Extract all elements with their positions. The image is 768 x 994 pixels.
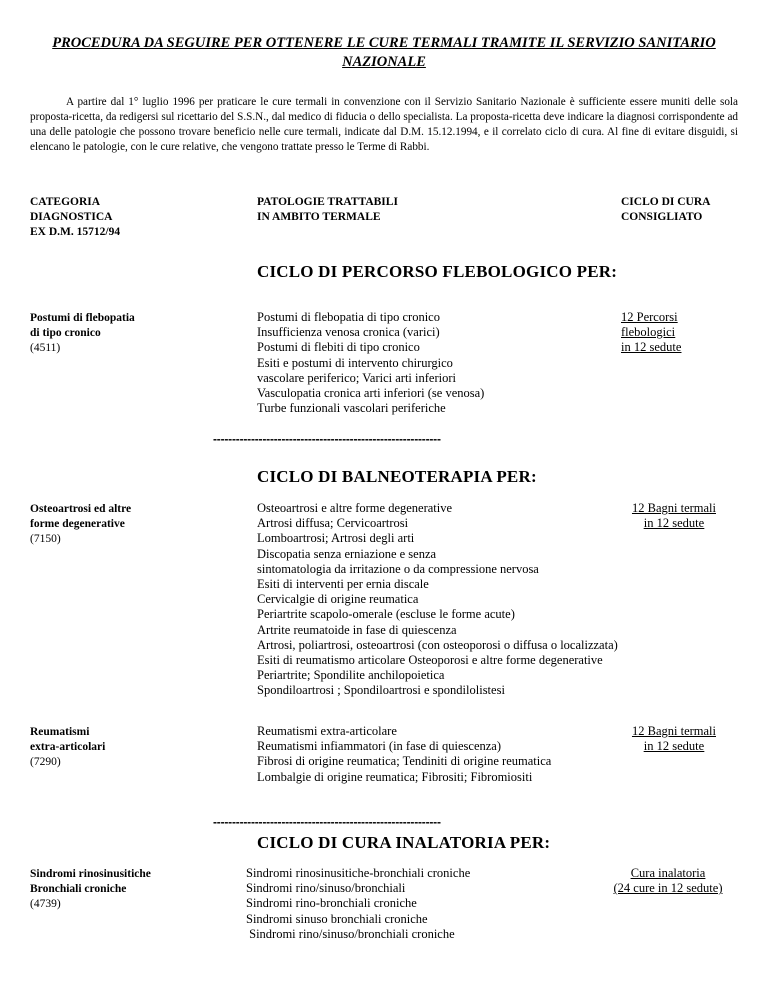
pathology-item: Sindromi rinosinusitiche-bronchiali croniche [246,866,471,880]
header-pathologies-line: IN AMBITO TERMALE [257,211,381,223]
pathology-item: Turbe funzionali vascolari periferiche [257,401,446,416]
pathology-item: Lomboartrosi; Artrosi degli arti [257,531,415,546]
pathology-item: Osteoartrosi e altre forme degenerative [257,501,453,515]
category-name: Postumi di flebopatia [30,312,135,324]
category-code: (7290) [30,756,61,768]
category-code: (4739) [30,898,61,910]
header-category-line: EX D.M. 15712/94 [30,226,121,238]
pathology-item: Spondiloartrosi ; Spondiloartrosi e spondilolistesi [257,683,505,698]
pathology-item: Sindromi sinuso bronchiali croniche [246,911,428,926]
category-code: (4511) [30,342,61,354]
page-title: PROCEDURA DA SEGUIRE PER OTTENERE LE CURE TERMALI TRAMITE IL SERVIZIO SANITARIO NAZIONALE [52,35,716,70]
pathology-item: Sindromi rino/sinuso/bronchiali [246,881,406,896]
category-name: Osteoartrosi ed altre [30,503,132,515]
section-title-balneoterapia: CICLO DI BALNEOTERAPIA PER: [257,467,537,486]
cycle-cell [621,310,681,356]
cycle-text: in 12 sedute [621,340,682,355]
pathology-item: Sindromi rino/sinuso/bronchiali croniche [246,926,455,941]
header-category-line: CATEGORIA [30,196,101,208]
pathology-item: Artrite reumatoide in fase di quiescenza [257,622,457,637]
category-code: (7150) [30,533,61,545]
pathology-item: Cervicalgie di origine reumatica [257,592,419,607]
pathology-item: Fibrosi di origine reumatica; Tendiniti di origine reumatica [257,754,552,769]
cycle-text: 12 Percorsi [621,310,678,324]
category-name: di tipo cronico [30,327,101,339]
cycle-text: 12 Bagni termali [631,724,716,738]
category-cell [30,725,200,770]
pathology-item: Reumatismi infiammatori (in fase di quiescenza) [257,739,502,754]
section-separator: ------------------------------------------------------------ [213,815,441,829]
pathology-item: Esiti di interventi per ernia discale [257,577,429,592]
pathology-item: Discopatia senza erniazione e senza [257,546,437,561]
category-name: extra-articolari [30,741,106,753]
pathology-item: Lombalgie di origine reumatica; Fibrositi; Fibromiositi [257,769,533,784]
cycle-cell [596,866,740,896]
intro-paragraph: A partire dal 1° luglio 1996 per praticare le cure termali in convenzione con il Servizio Sanitario Nazionale è sufficiente essere muniti delle sola proposta-ricetta, da redigersi sul ricettario del S.S.N., dal medico di fiducia o dello specialista. La proposta-ricetta deve indicare la diagnosi corrispondente ad una delle patologie che possono trovare beneficio nelle cure termali, indicate dal D.M. 15.12.1994, e il correlato ciclo di cura. Al fine di evitare disguidi, si elencano le patologie, con le cure relative, che vengono trattate presso le Terme di Rabbi. [30,96,738,153]
pathology-item: Periartrite scapolo-omerale (escluse le forme acute) [257,607,515,622]
pathology-item: vascolare periferico; Varici arti inferiori [257,370,456,385]
header-cycle [621,195,710,225]
pathology-item: Esiti e postumi di intervento chirurgico [257,355,453,370]
category-name: Reumatismi [30,726,90,738]
category-cell [30,502,200,547]
category-name: Bronchiali croniche [30,883,127,895]
pathology-item: Artrosi, poliartrosi, osteoartrosi (con osteoporosi o diffusa o localizzata) [257,637,618,652]
category-cell [30,311,200,356]
pathology-item: Postumi di flebopatia di tipo cronico [257,310,440,324]
pathology-item: Sindromi rino-bronchiali croniche [246,896,417,911]
header-pathologies [257,195,398,225]
pathology-item: Insufficienza venosa cronica (varici) [257,325,440,340]
cycle-cell [612,501,736,531]
section-title-flebologico: CICLO DI PERCORSO FLEBOLOGICO PER: [257,262,618,281]
pathology-item: Esiti di reumatismo articolare Osteoporosi e altre forme degenerative [257,653,603,668]
pathology-item: sintomatologia da irritazione o da compressione nervosa [257,561,539,576]
section-separator: ------------------------------------------------------------ [213,432,441,446]
pathologies-list [257,310,677,416]
category-cell [30,867,200,912]
category-name: forme degenerative [30,518,125,530]
header-category-line: DIAGNOSTICA [30,211,113,223]
header-cycle-line: CICLO DI CURA [621,196,711,208]
pathology-item: Reumatismi extra-articolare [257,724,397,738]
header-cycle-line: CONSIGLIATO [621,211,703,223]
cycle-text: 12 Bagni termali [631,501,716,515]
header-pathologies-line: PATOLOGIE TRATTABILI [257,196,398,208]
cycle-text: in 12 sedute [643,516,705,531]
cycle-text: Cura inalatoria [630,866,706,880]
cycle-cell [612,724,736,754]
cycle-text: (24 cure in 12 sedute) [613,881,723,896]
category-name: Sindromi rinosinusitiche [30,868,151,880]
pathology-item: Vasculopatia cronica arti inferiori (se venosa) [257,386,485,401]
cycle-text: flebologici [621,325,676,340]
pathology-item: Postumi di flebiti di tipo cronico [257,340,420,355]
section-title-inalatoria: CICLO DI CURA INALATORIA PER: [257,833,551,852]
pathology-item: Periartrite; Spondilite anchilopoietica [257,668,445,683]
header-category [30,195,120,240]
cycle-text: in 12 sedute [643,739,705,754]
pathology-item: Artrosi diffusa; Cervicoartrosi [257,516,409,531]
